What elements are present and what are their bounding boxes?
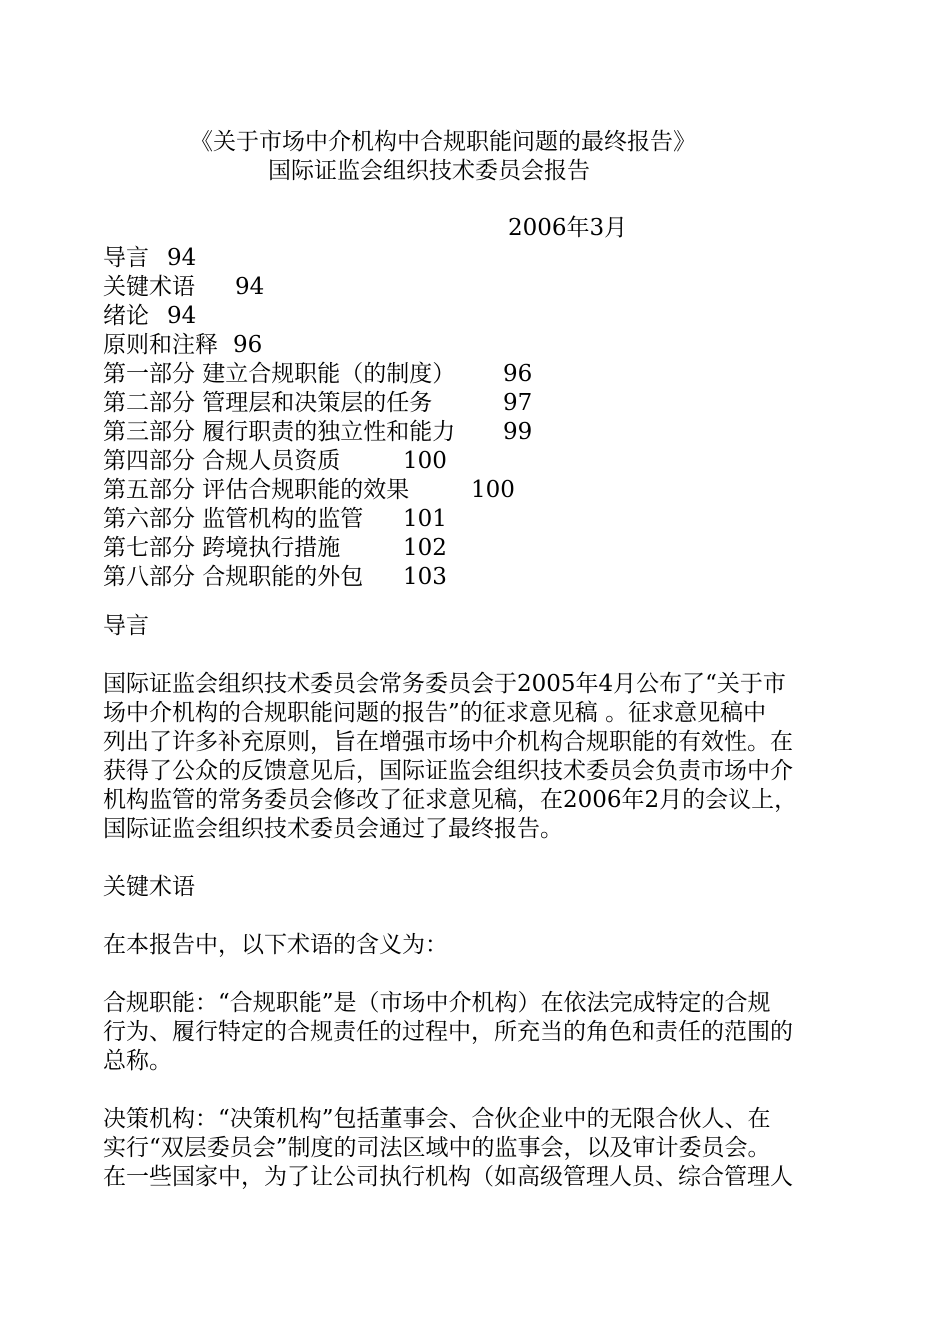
paragraph-line: 列出了许多补充原则，旨在增强市场中介机构合规职能的有效性。在 [103,729,793,755]
paragraph-line: 合规职能：“合规职能”是（市场中介机构）在依法完成特定的合规 [103,990,771,1016]
toc-entry [103,476,532,505]
toc-entry-page: 96 [503,361,533,387]
report-subtitle: 国际证监会组织技术委员会报告 [268,158,590,184]
paragraph-line: 实行“双层委员会”制度的司法区域中的监事会，以及审计委员会。 [103,1135,771,1161]
report-date: 2006年3月 [508,215,628,241]
intro-paragraph [103,670,883,844]
paragraph-line: 行为、履行特定的合规责任的过程中，所充当的角色和责任的范围的 [103,1019,793,1045]
toc-entry-label: 原则和注释 [103,332,218,358]
toc-entry-label: 关键术语 [103,274,195,300]
toc-entry [103,505,532,534]
toc-entry-page: 100 [471,477,515,503]
toc-entry-page: 97 [503,390,533,416]
toc-entry-label: 第三部分 履行职责的独立性和能力 [103,419,456,445]
toc-entry [103,447,532,476]
toc-entry [103,244,532,273]
paragraph-line: 在一些国家中，为了让公司执行机构（如高级管理人员、综合管理人 [103,1164,793,1190]
toc-entry-label: 第二部分 管理层和决策层的任务 [103,390,433,416]
toc-entry [103,563,532,592]
terms-intro: 在本报告中，以下术语的含义为： [103,932,448,958]
toc-entry-page: 103 [403,564,447,590]
toc-entry-label: 第四部分 合规人员资质 [103,448,341,474]
paragraph-line: 获得了公众的反馈意见后，国际证监会组织技术委员会负责市场中介 [103,758,793,784]
paragraph-line: 机构监管的常务委员会修改了征求意见稿，在2006年2月的会议上， [103,787,798,813]
toc-entry-label: 导言 [103,245,149,271]
intro-heading: 导言 [103,613,149,639]
toc-entry-label: 第五部分 评估合规职能的效果 [103,477,410,503]
paragraph-line: 决策机构：“决策机构”包括董事会、合伙企业中的无限合伙人、在 [103,1106,771,1132]
toc-entry-page: 102 [403,535,447,561]
toc-entry [103,273,532,302]
toc-entry-label: 第七部分 跨境执行措施 [103,535,341,561]
compliance-definition [103,989,883,1076]
toc-entry [103,534,532,563]
toc-entry-page: 96 [233,332,263,358]
paragraph-line: 场中介机构的合规职能问题的报告”的征求意见稿 。征求意见稿中 [103,700,767,726]
toc-entry-page: 94 [167,245,197,271]
toc-entry-page: 101 [403,506,447,532]
table-of-contents [103,244,532,592]
decision-body-definition [103,1105,883,1192]
toc-entry-label: 绪论 [103,303,149,329]
paragraph-line: 国际证监会组织技术委员会通过了最终报告。 [103,816,563,842]
paragraph-line: 总称。 [103,1048,172,1074]
terms-heading: 关键术语 [103,874,195,900]
toc-entry [103,360,532,389]
toc-entry [103,302,532,331]
toc-entry-label: 第一部分 建立合规职能（的制度） [103,361,456,387]
toc-entry-page: 99 [503,419,533,445]
toc-entry [103,331,532,360]
toc-entry-page: 100 [403,448,447,474]
report-title: 《关于市场中介机构中合规职能问题的最终报告》 [190,129,696,155]
toc-entry-label: 第八部分 合规职能的外包 [103,564,364,590]
toc-entry [103,389,532,418]
toc-entry [103,418,532,447]
toc-entry-page: 94 [167,303,197,329]
toc-entry-label: 第六部分 监管机构的监管 [103,506,364,532]
paragraph-line: 国际证监会组织技术委员会常务委员会于2005年4月公布了“关于市 [103,671,786,697]
toc-entry-page: 94 [235,274,265,300]
